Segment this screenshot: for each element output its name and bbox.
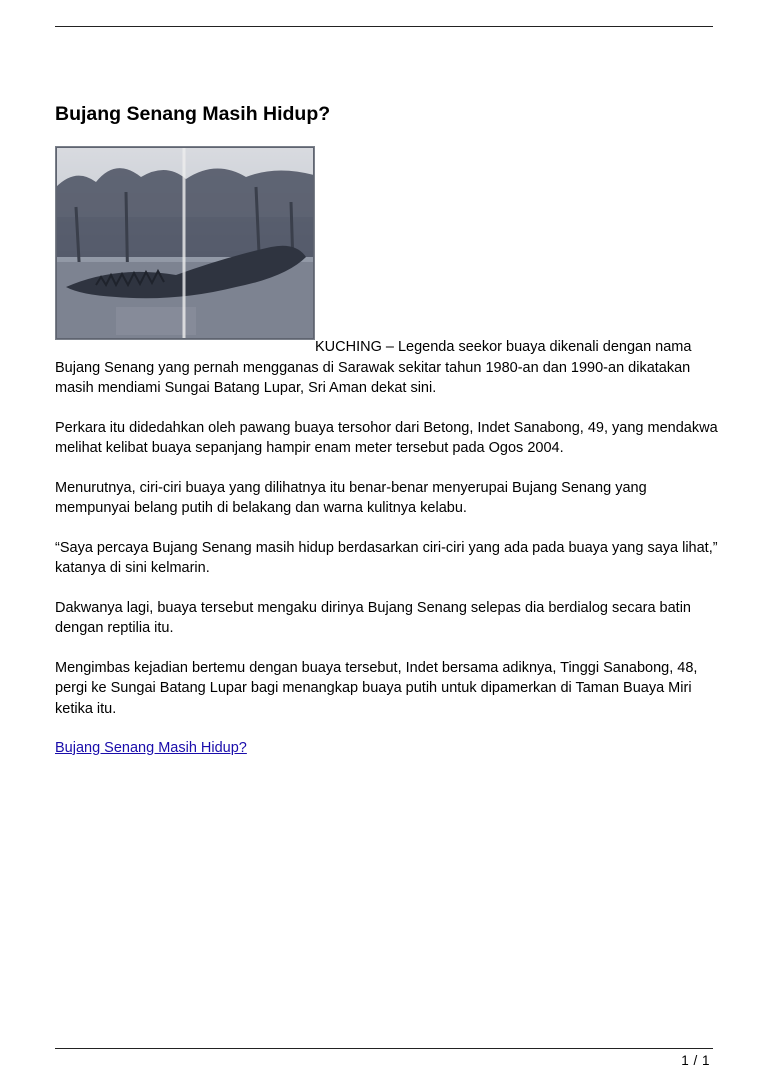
lead-block — [55, 146, 720, 399]
crocodile-photo — [55, 146, 315, 340]
footer-rule — [55, 1048, 713, 1049]
paragraph: Mengimbas kejadian bertemu dengan buaya tersebut, Indet bersama adiknya, Tinggi Sanabong, 48, pergi ke Sungai Batang Lupar bagi menangkap buaya putih untuk dipamerkan di Taman Buaya Miri ketika itu. — [55, 659, 698, 717]
photo-image — [56, 147, 314, 339]
article-title: Bujang Senang Masih Hidup? — [55, 103, 331, 125]
lead-paragraph: KUCHING – Legenda seekor buaya dikenali dengan nama Bujang Senang yang pernah mengganas di Sarawak sekitar tahun 1980-an dan 1990-an dikatakan masih mendiami Sungai Batang Lupar, Sri Aman dekat sini. — [55, 339, 692, 396]
spacer — [55, 399, 720, 418]
paragraph: Perkara itu didedahkan oleh pawang buaya tersohor dari Betong, Indet Sanabong, 49, yang mendakwa melihat kelibat buaya sepanjang hampir enam meter tersebut pada Ogos 2004. — [55, 419, 718, 456]
paragraph: Dakwanya lagi, buaya tersebut mengaku dirinya Bujang Senang selepas dia berdialog secara batin dengan reptilia itu. — [55, 599, 691, 636]
article — [55, 100, 720, 759]
paragraph: “Saya percaya Bujang Senang masih hidup berdasarkan ciri-ciri yang ada pada buaya yang saya lihat,” katanya di sini kelmarin. — [55, 539, 718, 576]
paragraph: Menurutnya, ciri-ciri buaya yang dilihatnya itu benar-benar menyerupai Bujang Senang yang mempunyai belang putih di belakang dan warna kulitnya kelabu. — [55, 479, 647, 516]
page-indicator: 1 / 1 — [681, 1053, 710, 1068]
article-link[interactable]: Bujang Senang Masih Hidup? — [55, 740, 247, 756]
header-rule — [55, 26, 713, 27]
